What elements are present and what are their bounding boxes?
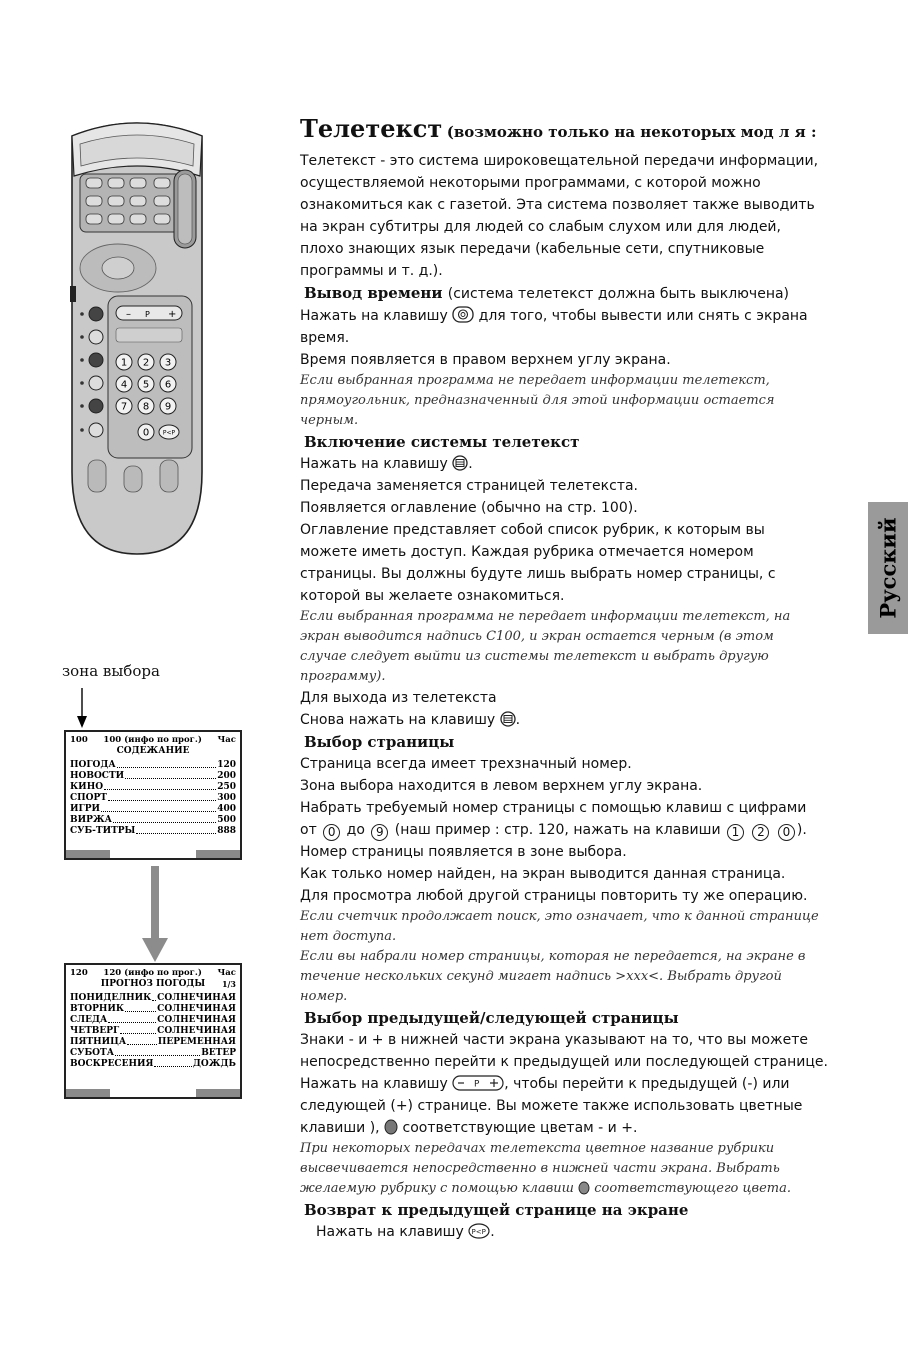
remote-minus-label: –: [126, 309, 131, 320]
selection-zone-label: зона выбора: [62, 662, 160, 680]
intro-line: ознакомиться как с газетой. Эта система позволяет также выводить: [300, 197, 815, 213]
select-from: от: [300, 822, 317, 838]
select-note: нет доступа.: [300, 929, 397, 944]
teletext-row-label: СУБ-ТИТРЫ: [70, 826, 136, 836]
intro-line: плохо знающих язык передачи (кабельные сети, спутниковые: [300, 241, 765, 257]
teletext-row-label: КИНО: [70, 782, 104, 792]
tt2-title: ПРОГНОЗ ПОГОДЫ: [100, 979, 206, 989]
tt1-rows: [70, 760, 236, 837]
enable-exit-line: Для выхода из телетекста: [300, 690, 497, 706]
time-note: черным.: [300, 413, 359, 428]
time-press-line: [300, 305, 848, 327]
prevnext-line5b: соответствующие цветам - и +.: [402, 1120, 638, 1136]
enable-line: которой вы желаете ознакомиться.: [300, 588, 565, 604]
teletext-row-value: СОЛНЕЧИНАЯ: [157, 1004, 236, 1014]
tt1-page2: 100: [103, 735, 122, 745]
enable-line: Передача заменяется страницей телетекста.: [300, 478, 639, 494]
teletext-row-label: ПЯТНИЦА: [70, 1037, 127, 1047]
remote-key-label: 9: [164, 401, 172, 413]
page-title-note: (возможно только на некоторых мод л я :: [446, 123, 817, 141]
enable-line: страницы. Вы должны будуте лишь выбрать номер страницы, с: [300, 566, 776, 582]
enable-note: Если выбранная программа не передает информации телетекст, на: [300, 609, 791, 624]
section-heading-prevnext: Выбор предыдущей/следующей страницы: [304, 1009, 679, 1027]
language-tab: [868, 502, 908, 634]
select-note: Если счетчик продолжает поиск, это означает, что к данной странице: [300, 909, 819, 924]
section-heading-enable: Включение системы телетекст: [304, 433, 580, 451]
tt2-color-bar: [66, 1089, 240, 1097]
select-keys-line: от 0 до 9 (наш пример : стр. 120, нажать на клавиши 1 2 0 ).: [300, 822, 807, 839]
section-heading-time: [300, 282, 848, 305]
select-note: течение нескольких секунд мигает надпись >xxx<. Выбрать другой: [300, 969, 782, 984]
prevnext-line: непосредственно перейти к предыдущей или последующей странице.: [300, 1054, 828, 1070]
svg-text:P<P: P<P: [471, 1228, 487, 1236]
tt2-info: (инфо по прог.): [124, 968, 202, 978]
prevnext-note-keys: [300, 1179, 848, 1199]
time-heading-note: (система телетекст должна быть выключена): [447, 286, 790, 302]
remote-key-label: 5: [142, 379, 150, 391]
teletext-row-value: 300: [217, 793, 236, 803]
tt2-page: 120: [70, 968, 88, 978]
svg-text:P: P: [474, 1079, 480, 1090]
teletext-row-label: ЧЕТВЕРГ: [70, 1026, 120, 1036]
teletext-row-value: ВЕТЕР: [201, 1048, 236, 1058]
teletext-row-label: ВОСКРЕСЕНИЯ: [70, 1059, 154, 1069]
page-title: Телетекст: [300, 114, 443, 143]
select-to: до: [346, 822, 365, 838]
teletext-row-label: СПОРТ: [70, 793, 107, 803]
section-heading-back: Возврат к предыдущей странице на экране: [304, 1201, 689, 1219]
teletext-row: [70, 1048, 236, 1059]
teletext-row-value: СОЛНЕЧИНАЯ: [157, 993, 236, 1003]
tt1-clock: Час: [217, 735, 236, 745]
teletext-row: [70, 771, 236, 782]
enable-exit2: Снова нажать на клавишу: [300, 712, 496, 728]
enable-line: Появляется оглавление (обычно на стр. 100).: [300, 500, 638, 516]
teletext-screen-contents: [64, 730, 242, 860]
teletext-row-value: 400: [217, 804, 236, 814]
time-line: время.: [300, 330, 350, 346]
remote-key-label: 8: [142, 401, 150, 413]
teletext-key-icon: [500, 711, 516, 727]
teletext-row-value: 888: [217, 826, 236, 836]
back-end: .: [490, 1224, 495, 1240]
select-example: (наш пример : стр. 120, нажать на клавиши: [394, 822, 721, 838]
teletext-row-value: СОЛНЕЧИНАЯ: [157, 1015, 236, 1025]
teletext-row-label: НОВОСТИ: [70, 771, 125, 781]
color-key-icon: [384, 1119, 398, 1135]
back-press: Нажать на клавишу: [316, 1224, 464, 1240]
intro-line: Телетекст - это система широковещательной передачи информации,: [300, 153, 819, 169]
enable-press: Нажать на клавишу: [300, 456, 448, 472]
digit-2-key-icon: 2: [752, 824, 769, 841]
teletext-key-icon: [452, 455, 468, 471]
teletext-row: [70, 826, 236, 837]
teletext-row: [70, 1026, 236, 1037]
intro-line: на экран субтитры для людей со слабым слухом или для людей,: [300, 219, 781, 235]
teletext-row: [70, 1037, 236, 1048]
tt1-color-bar: [66, 850, 240, 858]
teletext-screen-weather: [64, 963, 242, 1099]
select-note: Если вы набрали номер страницы, которая не передается, на экране в: [300, 949, 806, 964]
select-note: номер.: [300, 989, 348, 1004]
teletext-row: [70, 760, 236, 771]
arrow-down-icon: [76, 688, 88, 728]
tt2-clock: Час: [217, 968, 236, 978]
prevnext-press-a: Нажать на клавишу: [300, 1076, 448, 1092]
teletext-row-value: 500: [217, 815, 236, 825]
prevnext-press-b: , чтобы перейти к предыдущей (-) или: [504, 1076, 790, 1092]
remote-control-illustration: [62, 116, 212, 556]
previous-program-key-icon: [468, 1223, 490, 1239]
teletext-row: [70, 1004, 236, 1015]
teletext-row-value: 250: [217, 782, 236, 792]
remote-key-label: 0: [142, 427, 150, 439]
prevnext-note3b: соответствующего цвета.: [594, 1181, 792, 1196]
time-note: прямоугольник, предназначенный для этой информации остается: [300, 393, 775, 408]
prevnext-note: высвечивается непосредственно в нижней части экрана. Выбрать: [300, 1161, 780, 1176]
remote-plus-label: +: [168, 309, 177, 320]
tt1-page: 100: [70, 735, 88, 745]
enable-line: можете иметь доступ. Каждая рубрика отмечается номером: [300, 544, 754, 560]
select-line: Номер страницы появляется в зоне выбора.: [300, 844, 627, 860]
clock-key-icon: [452, 306, 474, 323]
tt2-rows: [70, 993, 236, 1070]
teletext-row: [70, 993, 236, 1004]
remote-key-label: 6: [164, 379, 172, 391]
digit-9-key-icon: 9: [371, 824, 388, 841]
back-press-line: [300, 1221, 848, 1243]
time-heading: Вывод времени: [304, 284, 443, 302]
tt2-page2: 120: [103, 968, 122, 978]
enable-press-line: Нажать на клавишу .: [300, 456, 473, 472]
teletext-row-label: ПОГОДА: [70, 760, 116, 770]
teletext-row-label: СЛЕДА: [70, 1015, 108, 1025]
color-key-icon: [578, 1181, 590, 1195]
enable-note: программу).: [300, 669, 386, 684]
intro-line: программы и т. д.).: [300, 263, 443, 279]
select-line: Зона выбора находится в левом верхнем углу экрана.: [300, 778, 703, 794]
enable-note: экран выводится надпись С100, и экран остается черным (в этом: [300, 629, 774, 644]
teletext-row-label: ИГРИ: [70, 804, 100, 814]
grey-arrow-down-icon: [140, 866, 170, 962]
teletext-row: [70, 1015, 236, 1026]
teletext-row: [70, 804, 236, 815]
teletext-row-value: 200: [217, 771, 236, 781]
remote-key-label: 4: [120, 379, 128, 391]
remote-key-label: 1: [120, 357, 128, 369]
enable-line: Оглавление представляет собой список рубрик, к которым вы: [300, 522, 765, 538]
time-press-b: для того, чтобы вывести или снять с экрана: [478, 308, 808, 324]
prevnext-line: Знаки - и + в нижней части экрана указывают на то, что вы можете: [300, 1032, 809, 1048]
language-tab-label: Русский: [875, 517, 901, 619]
teletext-row-value: СОЛНЕЧИНАЯ: [157, 1026, 236, 1036]
prevnext-line: следующей (+) странице. Вы можете также использовать цветные: [300, 1098, 803, 1114]
teletext-row: [70, 1059, 236, 1070]
teletext-row-value: 120: [217, 760, 236, 770]
time-press-a: Нажать на клавишу: [300, 308, 448, 324]
remote-key-label: 7: [120, 401, 128, 413]
intro-line: осуществляемой некоторыми программами, с которой можно: [300, 175, 761, 191]
teletext-row: [70, 793, 236, 804]
tt1-title: СОДЕЖАНИЕ: [116, 746, 190, 756]
remote-p-label: P: [145, 310, 150, 319]
prevnext-color-line: [300, 1117, 848, 1139]
tt1-info: (инфо по прог.): [124, 735, 202, 745]
prevnext-press-line: [300, 1073, 848, 1095]
main-text-column: [300, 112, 848, 1243]
select-line: Для просмотра любой другой страницы повторить ту же операцию.: [300, 888, 808, 904]
teletext-row-label: СУБОТА: [70, 1048, 115, 1058]
prevnext-note3a: желаемую рубрику с помощью клавиш: [300, 1181, 574, 1196]
tt2-pages: 1/3: [221, 979, 236, 989]
teletext-row: [70, 782, 236, 793]
section-heading-select: Выбор страницы: [304, 733, 455, 751]
teletext-row-label: ВТОРНИК: [70, 1004, 125, 1014]
teletext-row: [70, 815, 236, 826]
prevnext-line5a: клавиши ),: [300, 1120, 380, 1136]
program-minus-plus-key-icon: [452, 1075, 504, 1091]
time-line: Время появляется в правом верхнем углу экрана.: [300, 352, 671, 368]
remote-key-label: 3: [164, 357, 172, 369]
digit-0-key-icon: 0: [778, 824, 795, 841]
teletext-row-value: ПЕРЕМЕННАЯ: [157, 1037, 236, 1047]
select-line: Как только номер найден, на экран выводится данная страница.: [300, 866, 786, 882]
remote-key-label: 2: [142, 357, 150, 369]
select-line: Набрать требуемый номер страницы с помощью клавиш с цифрами: [300, 800, 807, 816]
enable-note: случае следует выйти из системы телетекст и выбрать другую: [300, 649, 769, 664]
digit-1-key-icon: 1: [727, 824, 744, 841]
digit-0-key-icon: 0: [323, 824, 340, 841]
prevnext-note: При некоторых передачах телетекста цветное название рубрики: [300, 1141, 775, 1156]
intro-paragraph: [300, 150, 848, 282]
teletext-row-label: ВИРЖА: [70, 815, 113, 825]
enable-exit-press: Снова нажать на клавишу .: [300, 712, 521, 728]
select-line: Страница всегда имеет трехзначный номер.: [300, 756, 632, 772]
teletext-row-value: ДОЖДЬ: [192, 1059, 236, 1069]
remote-key-label: P<P: [162, 429, 176, 437]
time-note: Если выбранная программа не передает информации телетекст,: [300, 373, 770, 388]
teletext-row-label: ПОНИДЕЛНИК: [70, 993, 152, 1003]
